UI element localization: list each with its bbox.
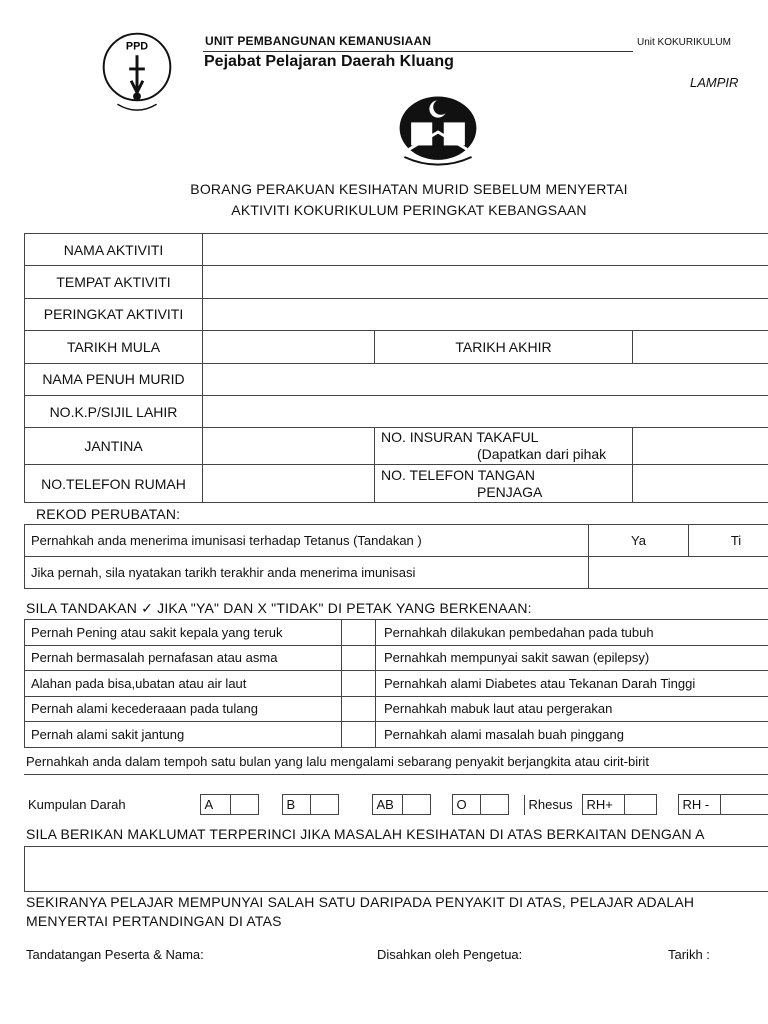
svg-text:PPD: PPD <box>125 40 149 53</box>
kumpulan-darah-label: Kumpulan Darah <box>28 797 126 812</box>
berjangkit-question: Pernahkah anda dalam tempoh satu bulan yang lalu mengalami sebarang penyakit berjangkita atau cirit-birit <box>26 754 649 769</box>
tempat-aktiviti-field[interactable] <box>203 266 768 298</box>
insuran-label <box>375 428 633 465</box>
rhesus-label: Rhesus <box>524 795 582 815</box>
condition-label: Pernah bermasalah pernafasan atau asma <box>25 645 342 671</box>
blood-group-o-box[interactable] <box>480 795 508 815</box>
blood-group-b-label: B <box>282 795 310 815</box>
berjangkit-rule <box>24 774 768 775</box>
peringkat-aktiviti-label: PERINGKAT AKTIVITI <box>25 298 203 330</box>
spacer <box>656 795 678 815</box>
header-rule <box>203 51 633 52</box>
insuran-line2: (Dapatkan dari pihak <box>477 446 607 463</box>
telefon-tangan-label <box>375 465 633 503</box>
condition-checkbox[interactable] <box>342 645 376 671</box>
spacer <box>338 795 372 815</box>
tarikh-akhir-field[interactable] <box>633 331 768 363</box>
blood-group-o-label: O <box>452 795 480 815</box>
office-title: Pejabat Pelajaran Daerah Kluang <box>204 53 454 70</box>
immunisation-table <box>24 524 768 589</box>
blood-group-b-box[interactable] <box>310 795 338 815</box>
condition-label: Alahan pada bisa,ubatan atau air laut <box>25 671 342 697</box>
condition-label: Pernahkah dilakukan pembedahan pada tubuh <box>376 620 768 646</box>
unit-title: UNIT PEMBANGUNAN KEMANUSIAAN <box>205 34 432 48</box>
telefon-tangan-line1: NO. TELEFON TANGAN <box>381 466 536 483</box>
blood-group-ab-box[interactable] <box>402 795 430 815</box>
insuran-line1: NO. INSURAN TAKAFUL <box>381 429 539 446</box>
activity-details-table <box>24 233 768 503</box>
tick-instruction: SILA TANDAKAN ✓ JIKA "YA" DAN X "TIDAK" DI PETAK YANG BERKENAAN: <box>26 600 532 616</box>
peserta-signature-label: Tandatangan Peserta & Nama: <box>26 947 204 962</box>
imunisasi-date-field[interactable] <box>589 557 768 589</box>
blood-group-table <box>24 794 768 815</box>
telefon-tangan-field[interactable] <box>633 465 768 503</box>
unit-right-label: Unit KOKURIKULUM <box>637 37 731 48</box>
spacer <box>508 795 524 815</box>
pengetua-signature-label: Disahkan oleh Pengetua: <box>377 947 523 962</box>
condition-label: Pernah Pening atau sakit kepala yang teruk <box>25 620 342 646</box>
blood-group-a-box[interactable] <box>230 795 258 815</box>
tetanus-question: Pernahkah anda menerima imunisasi terhadap Tetanus (Tandakan ) <box>25 525 589 557</box>
maklumat-field[interactable] <box>24 846 768 892</box>
condition-label: Pernahkah mabuk laut atau pergerakan <box>376 696 768 722</box>
condition-checkbox[interactable] <box>342 722 376 748</box>
jantina-field[interactable] <box>203 428 375 465</box>
condition-checkbox[interactable] <box>342 671 376 697</box>
rekod-heading: REKOD PERUBATAN: <box>36 506 181 522</box>
notice-line2: MENYERTAI PERTANDINGAN DI ATAS <box>26 913 282 929</box>
condition-label: Pernahkah alami masalah buah pinggang <box>376 722 768 748</box>
kpm-logo <box>390 92 486 172</box>
telefon-rumah-label: NO.TELEFON RUMAH <box>25 465 203 503</box>
lampiran-label: LAMPIR <box>690 75 739 90</box>
nama-aktiviti-field[interactable] <box>203 234 768 266</box>
insuran-field[interactable] <box>633 428 768 465</box>
peringkat-aktiviti-field[interactable] <box>203 298 768 330</box>
nama-penuh-label: NAMA PENUH MURID <box>25 363 203 395</box>
form-title-line2: AKTIVITI KOKURIKULUM PERINGKAT KEBANGSAAN <box>231 202 587 218</box>
nokp-label: NO.K.P/SIJIL LAHIR <box>25 395 203 427</box>
tarikh-mula-label: TARIKH MULA <box>25 331 203 363</box>
telefon-tangan-line2: PENJAGA <box>477 483 543 500</box>
condition-label: Pernahkah alami Diabetes atau Tekanan Darah Tinggi <box>376 671 768 697</box>
spacer <box>258 795 282 815</box>
blood-group-a-label: A <box>200 795 230 815</box>
condition-label: Pernahkah mempunyai sakit sawan (epilepsy) <box>376 645 768 671</box>
spacer <box>430 795 452 815</box>
tarikh-label: Tarikh : <box>668 947 710 962</box>
telefon-rumah-field[interactable] <box>203 465 375 503</box>
tetanus-tidak[interactable]: Ti <box>689 525 768 557</box>
tempat-aktiviti-label: TEMPAT AKTIVITI <box>25 266 203 298</box>
tarikh-akhir-label: TARIKH AKHIR <box>375 331 633 363</box>
rh-positive-box[interactable] <box>624 795 656 815</box>
nama-aktiviti-label: NAMA AKTIVITI <box>25 234 203 266</box>
ppd-logo <box>88 18 186 116</box>
nama-penuh-field[interactable] <box>203 363 768 395</box>
condition-checkbox[interactable] <box>342 620 376 646</box>
nokp-field[interactable] <box>203 395 768 427</box>
form-title-line1: BORANG PERAKUAN KESIHATAN MURID SEBELUM MENYERTAI <box>190 181 628 197</box>
imunisasi-date-question: Jika pernah, sila nyatakan tarikh terakhir anda menerima imunisasi <box>25 557 589 589</box>
blood-group-ab-label: AB <box>372 795 402 815</box>
maklumat-heading: SILA BERIKAN MAKLUMAT TERPERINCI JIKA MASALAH KESIHATAN DI ATAS BERKAITAN DENGAN A <box>26 826 705 842</box>
notice-line1: SEKIRANYA PELAJAR MEMPUNYAI SALAH SATU DARIPADA PENYAKIT DI ATAS, PELAJAR ADALAH <box>26 894 695 910</box>
conditions-table <box>24 619 768 748</box>
condition-checkbox[interactable] <box>342 696 376 722</box>
tetanus-ya[interactable]: Ya <box>589 525 689 557</box>
tarikh-mula-field[interactable] <box>203 331 375 363</box>
rh-positive-label: RH+ <box>582 795 624 815</box>
condition-label: Pernah alami kecederaaan pada tulang <box>25 696 342 722</box>
condition-label: Pernah alami sakit jantung <box>25 722 342 748</box>
rh-negative-box[interactable] <box>720 795 768 815</box>
rh-negative-label: RH - <box>678 795 720 815</box>
jantina-label: JANTINA <box>25 428 203 465</box>
